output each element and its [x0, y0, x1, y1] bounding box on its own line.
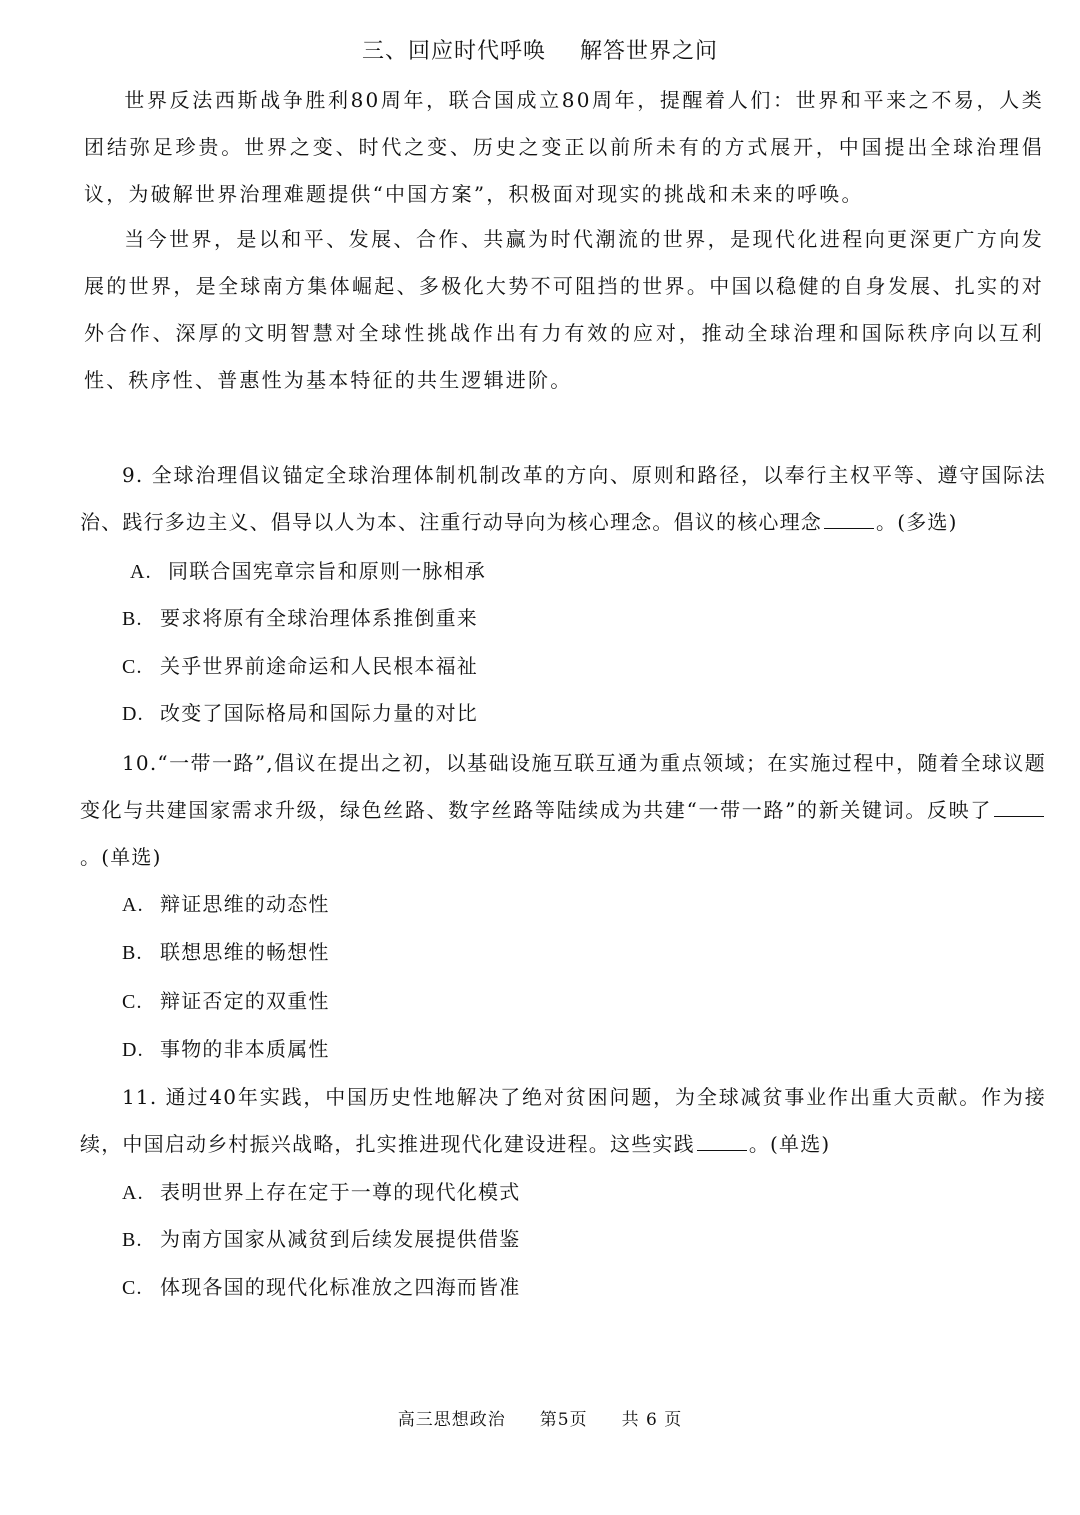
option-text: 关乎世界前途命运和人民根本福祉: [160, 654, 478, 678]
answer-blank: [824, 508, 874, 529]
option-text: 辩证思维的动态性: [160, 892, 330, 916]
question-10-option-a: [122, 889, 330, 920]
option-letter: A.: [122, 1182, 144, 1204]
question-9-option-d: [122, 698, 478, 729]
question-10-option-c: [122, 986, 330, 1017]
question-10: [80, 740, 1046, 881]
option-letter: B.: [122, 942, 143, 964]
question-11: [80, 1074, 1046, 1168]
footer-subject: 高三思想政治: [397, 1410, 506, 1430]
question-9-option-b: [122, 603, 478, 634]
option-text: 要求将原有全球治理体系推倒重来: [160, 606, 478, 630]
question-10-stem: 10.“一带一路”,倡议在提出之初，以基础设施互联互通为重点领域；在实施过程中，随着全球议题变化与共建国家需求升级，绿色丝路、数字丝路等陆续成为共建“一带一路”的新关键词。反映了: [80, 751, 1046, 822]
question-9-stem: 9. 全球治理倡议锚定全球治理体制机制改革的方向、原则和路径，以奉行主权平等、遵守国际法治、践行多边主义、倡导以人为本、注重行动导向为核心理念。倡议的核心理念: [80, 463, 1046, 534]
option-letter: C.: [122, 656, 143, 678]
page-footer: [0, 1405, 1080, 1430]
option-text: 事物的非本质属性: [160, 1037, 330, 1061]
question-11-option-c: [122, 1272, 520, 1303]
option-letter: C.: [122, 1277, 143, 1299]
option-letter: D.: [122, 1039, 144, 1061]
option-letter: D.: [122, 703, 144, 725]
answer-blank: [994, 796, 1044, 817]
option-letter: C.: [122, 991, 143, 1013]
intro-paragraph-2-text: 当今世界，是以和平、发展、合作、共赢为时代潮流的世界，是现代化进程向更深更广方向发展的世界，是全球南方集体崛起、多极化大势不可阻挡的世界。中国以稳健的自身发展、扎实的对外合作、深厚的文明智慧对全球性挑战作出有力有效的应对，推动全球治理和国际秩序向以互利性、秩序性、普惠性为基本特征的共生逻辑进阶。: [84, 227, 1044, 392]
section-title: [0, 34, 1080, 65]
question-10-option-d: [122, 1034, 330, 1065]
option-text: 辩证否定的双重性: [160, 989, 330, 1013]
question-11-type: 。(单选): [748, 1132, 831, 1156]
question-11-option-a: [122, 1177, 520, 1208]
option-text: 体现各国的现代化标准放之四海而皆准: [160, 1275, 521, 1299]
footer-page-number: 第5页: [539, 1410, 588, 1430]
section-title-part1: 三、回应时代呼唤: [361, 39, 546, 64]
intro-paragraph-1-text: 世界反法西斯战争胜利80周年，联合国成立80周年，提醒着人们：世界和平来之不易，人类团结弥足珍贵。世界之变、时代之变、历史之变正以前所未有的方式展开，中国提出全球治理倡议，为破解世界治理难题提供“中国方案”，积极面对现实的挑战和未来的呼唤。: [84, 88, 1044, 206]
question-10-type: 。(单选): [80, 845, 162, 869]
option-text: 为南方国家从减贫到后续发展提供借鉴: [160, 1227, 521, 1251]
question-9: [80, 452, 1046, 546]
question-11-stem: 11. 通过40年实践，中国历史性地解决了绝对贫困问题，为全球减贫事业作出重大贡献。作为接续，中国启动乡村振兴战略，扎实推进现代化建设进程。这些实践: [80, 1085, 1046, 1156]
question-9-option-c: [122, 651, 478, 682]
option-letter: B.: [122, 608, 143, 630]
question-9-option-a: [130, 556, 486, 587]
answer-blank: [697, 1130, 747, 1151]
footer-total-pages: 共 6 页: [621, 1410, 683, 1430]
option-text: 改变了国际格局和国际力量的对比: [160, 701, 478, 725]
option-text: 表明世界上存在定于一尊的现代化模式: [160, 1180, 521, 1204]
intro-paragraph-2: [84, 216, 1044, 404]
option-letter: A.: [130, 561, 152, 583]
intro-paragraph-1: [84, 77, 1044, 218]
question-11-option-b: [122, 1224, 520, 1255]
section-title-part2: 解答世界之问: [580, 39, 719, 64]
question-9-type: 。(多选): [876, 510, 958, 534]
option-letter: A.: [122, 894, 144, 916]
option-text: 联想思维的畅想性: [160, 940, 330, 964]
option-letter: B.: [122, 1229, 143, 1251]
option-text: 同联合国宪章宗旨和原则一脉相承: [168, 559, 486, 583]
question-10-option-b: [122, 937, 330, 968]
